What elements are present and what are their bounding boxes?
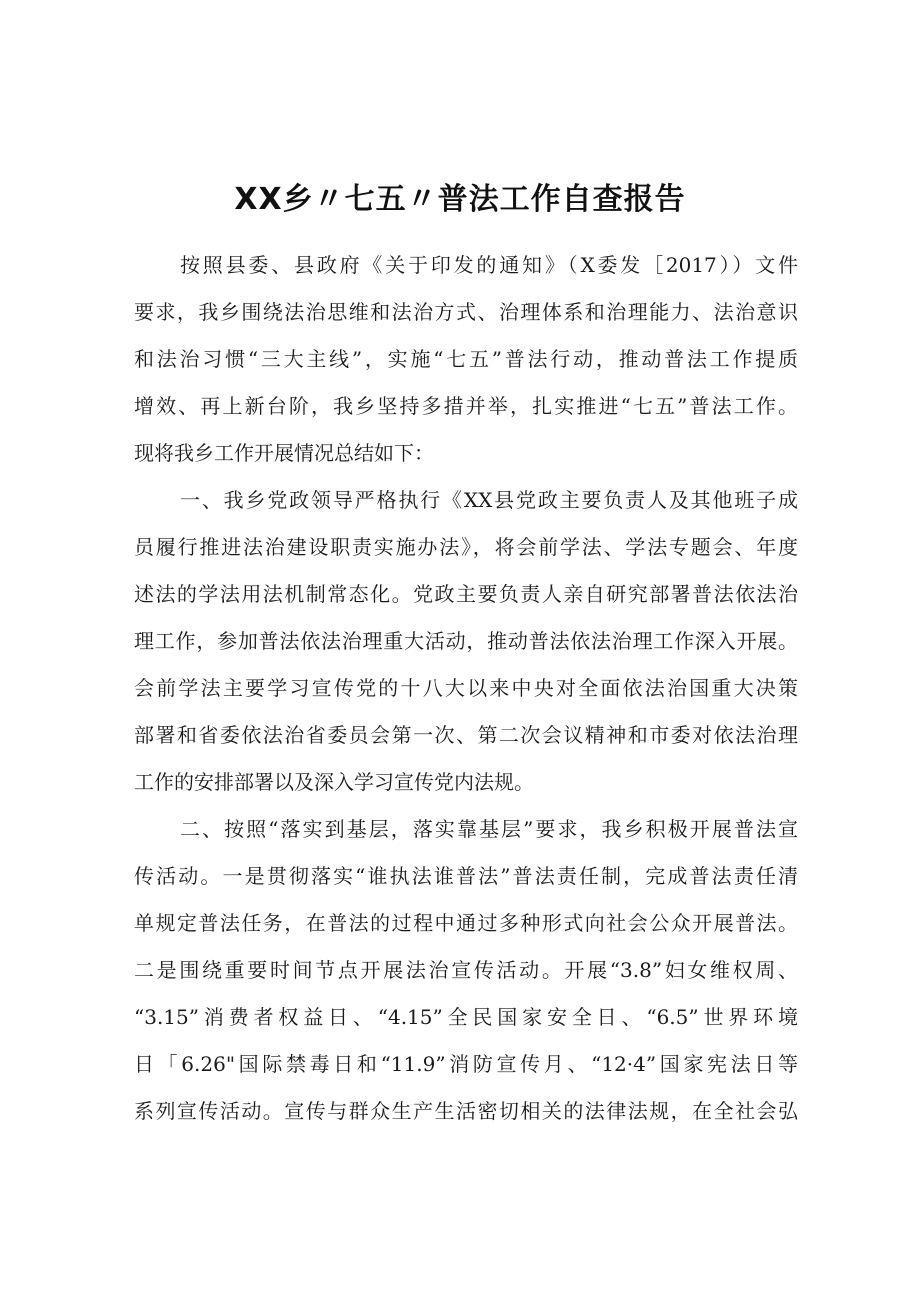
paragraph-line: 单规定普法任务，在普法的过程中通过多种形式向社会公众开展普法。 <box>134 911 798 935</box>
paragraph-line: 增效、再上新台阶，我乡坚持多措并举，扎实推进“七五”普法工作。 <box>134 394 798 418</box>
paragraph-line: 一、我乡党政领导严格执行《XX县党政主要负责人及其他班子成 <box>180 488 798 512</box>
document-title: XX乡〃七五〃普法工作自查报告 <box>234 182 686 217</box>
paragraph-line: 按照县委、县政府《关于印发的通知》（X委发［2017））文件 <box>180 253 798 277</box>
paragraph-line: 部署和省委依法治省委员会第一次、第二次会议精神和市委对依法治理 <box>134 723 798 747</box>
paragraph-line: 二、按照“落实到基层，落实靠基层”要求，我乡积极开展普法宣 <box>180 817 798 841</box>
paragraph-line: “3.15”消费者权益日、“4.15”全民国家安全日、“6.5”世界环境 <box>134 1005 798 1029</box>
paragraph-line: 日「6.26"国际禁毒日和“11.9”消防宣传月、“12·4”国家宪法日等 <box>134 1052 798 1076</box>
paragraph-line: 和法治习惯“三大主线”，实施“七五”普法行动，推动普法工作提质 <box>134 347 798 371</box>
paragraph-line: 二是围绕重要时间节点开展法治宣传活动。开展“3.8”妇女维权周、 <box>134 958 798 982</box>
paragraph-line: 理工作，参加普法依法治理重大活动，推动普法依法治理工作深入开展。 <box>134 629 798 653</box>
paragraph-line: 述法的学法用法机制常态化。党政主要负责人亲自研究部署普法依法治 <box>134 582 798 606</box>
paragraph-line: 工作的安排部署以及深入学习宣传党内法规。 <box>134 770 534 794</box>
paragraph-line: 会前学法主要学习宣传党的十八大以来中央对全面依法治国重大决策 <box>134 676 798 700</box>
paragraph-line: 传活动。一是贯彻落实“谁执法谁普法”普法责任制，完成普法责任清 <box>134 864 798 888</box>
paragraph-line: 要求，我乡围绕法治思维和法治方式、治理体系和治理能力、法治意识 <box>134 300 798 324</box>
paragraph-line: 现将我乡工作开展情况总结如下： <box>134 441 434 465</box>
paragraph-line: 员履行推进法治建设职责实施办法》，将会前学法、学法专题会、年度 <box>134 535 798 559</box>
paragraph-line: 系列宣传活动。宣传与群众生产生活密切相关的法律法规，在全社会弘 <box>134 1099 798 1123</box>
